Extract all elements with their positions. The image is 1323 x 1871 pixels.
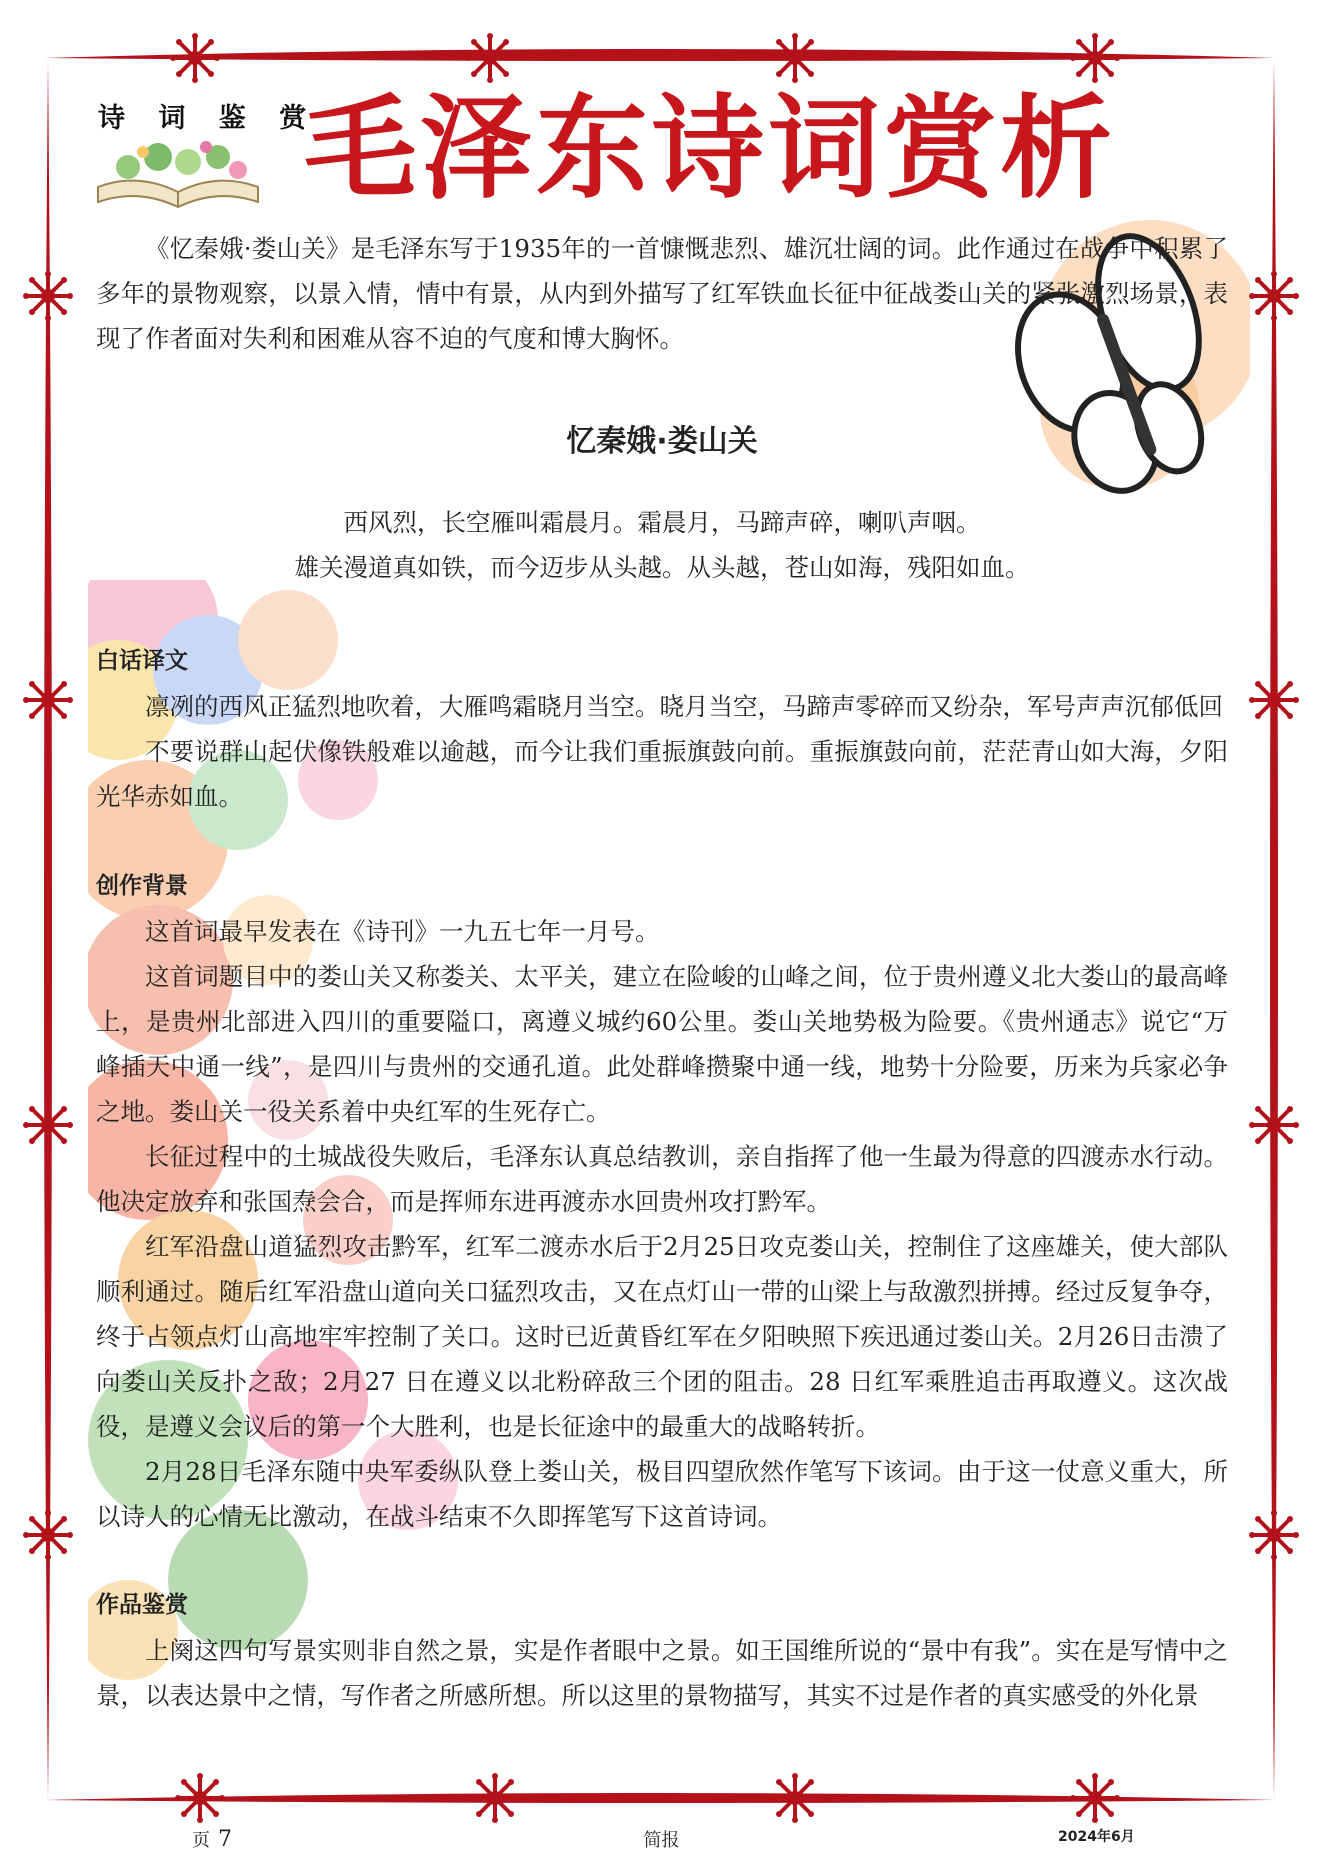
section-heading-appreciation: 作品鉴赏 (96, 1592, 188, 1618)
poem-line: 西风烈，长空雁叫霜晨月。霜晨月，马蹄声碎，喇叭声咽。 (343, 508, 981, 537)
background-paragraph: 红军沿盘山道猛烈攻击黔军，红军二渡赤水后于2月25日攻克娄山关，控制住了这座雄关，使大部队顺利通过。随后红军沿盘山道向关口猛烈攻击，又在点灯山一带的山梁上与敌激烈拼搏。经过反复争夺，终于占领点灯山高地牢牢控制了关口。这时已近黄昏红军在夕阳映照下疾迅通过娄山关。2月26日击溃了向娄山关反扑之敌；2月27 日在遵义以北粉碎敌三个团的阻击。28 日红军乘胜追击再取遵义。这次战役，是遵义会议后的第一个大胜利，也是长征途中的最重大的战略转折。 (96, 1232, 1228, 1441)
section-heading-translation: 白话译文 (96, 648, 188, 674)
background-paragraph: 长征过程中的土城战役失败后，毛泽东认真总结教训，亲自指挥了他一生最为得意的四渡赤水行动。他决定放弃和张国焘会合，而是挥师东进再渡赤水回贵州攻打黔军。 (96, 1142, 1228, 1216)
page-label: 页 (192, 1830, 210, 1851)
background-paragraph: 2月28日毛泽东随中央军委纵队登上娄山关，极目四望欣然作笔写下该词。由于这一仗意义重大，所以诗人的心情无比激动，在战斗结束不久即挥笔写下这首诗词。 (96, 1457, 1228, 1531)
logo-label: 诗 词 鉴 赏 (98, 103, 319, 134)
page-number: 7 (218, 1827, 232, 1852)
section-heading-background: 创作背景 (96, 873, 188, 899)
translation-paragraph: 不要说群山起伏像铁般难以逾越，而今让我们重振旗鼓向前。重振旗鼓向前，茫茫青山如大海，夕阳光华赤如血。 (96, 737, 1228, 811)
poem-line: 雄关漫道真如铁，而今迈步从头越。从头越，苍山如海，残阳如血。 (294, 553, 1030, 582)
poem-title: 忆秦娥·娄山关 (566, 424, 758, 459)
background-paragraph: 这首词题目中的娄山关又称娄关、太平关，建立在险峻的山峰之间，位于贵州遵义北大娄山的最高峰上，是贵州北部进入四川的重要隘口，离遵义城约60公里。娄山关地势极为险要。《贵州通志》说它“万峰插天中通一线”，是四川与贵州的交通孔道。此处群峰攒聚中通一线，地势十分险要，历来为兵家必争之地。娄山关一役关系着中央红军的生死存亡。 (96, 962, 1228, 1126)
translation-paragraph: 凛冽的西风正猛烈地吹着，大雁鸣霜晓月当空。晓月当空，马蹄声零碎而又纷杂，军号声声沉郁低回 (145, 692, 1223, 721)
page-title: 毛泽东诗词赏析 (304, 83, 1116, 214)
article-body (96, 226, 1228, 1718)
intro-paragraph: 《忆秦娥·娄山关》是毛泽东写于1935年的一首慷慨悲烈、雄沉壮阔的词。此作通过在战争中积累了多年的景物观察，以景入情，情中有景，从内到外描写了红军铁血长征中征战娄山关的紧张激烈场景，表现了作者面对失利和困难从容不迫的气度和博大胸怀。 (96, 234, 1228, 353)
footer-date: 2024年6月 (1058, 1829, 1135, 1845)
appreciation-paragraph: 上阕这四句写景实则非自然之景，实是作者眼中之景。如王国维所说的“景中有我”。实在是写情中之景，以表达景中之情，写作者之所感所想。所以这里的景物描写，其实不过是作者的真实感受的外化景 (96, 1636, 1228, 1710)
background-paragraph: 这首词最早发表在《诗刊》一九五七年一月号。 (145, 917, 660, 946)
footer-publication-name: 简报 (643, 1830, 680, 1851)
